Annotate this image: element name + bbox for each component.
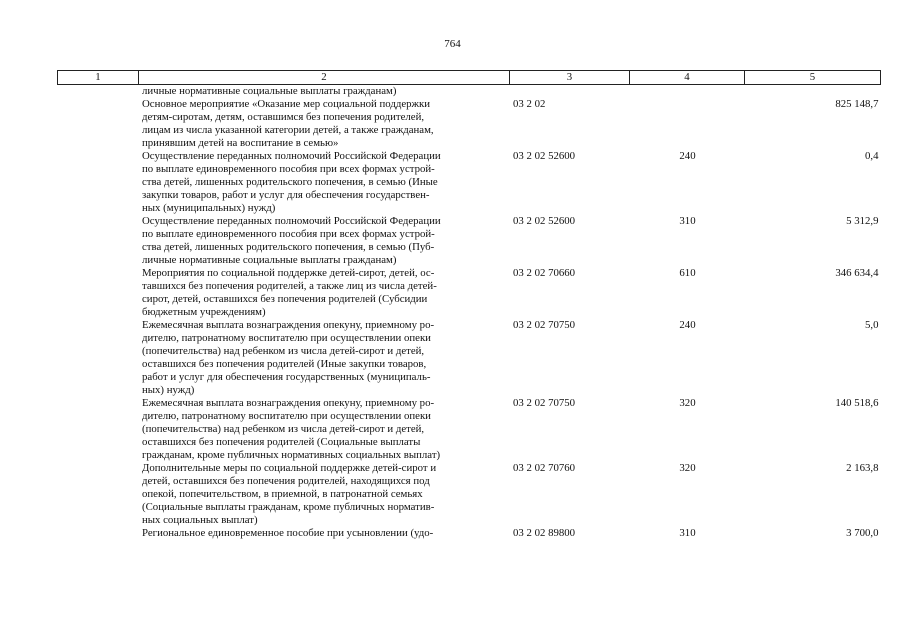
row-description: [139, 462, 510, 527]
description-line: дителю, патронатному воспитателю при осуществлении опеки: [142, 410, 431, 422]
description-line: Дополнительные меры по социальной поддержке детей-сирот и: [142, 462, 437, 474]
description-line: Основное мероприятие «Оказание мер социальной поддержки: [142, 98, 431, 110]
row-code: 03 2 02 70750: [513, 319, 576, 331]
row-code: 03 2 02 70750: [513, 397, 576, 409]
row-code: 03 2 02 52600: [513, 215, 576, 227]
row-expense-type: 320: [679, 397, 696, 409]
description-line: детей, оставшихся без попечения родителей, находящихся под: [142, 475, 430, 487]
row-expense-type: 240: [679, 319, 696, 331]
description-line: Осуществление переданных полномочий Российской Федерации: [142, 150, 441, 162]
header-row: [58, 71, 881, 85]
header-col-5: 5: [745, 71, 881, 85]
row-description: [139, 215, 510, 267]
description-line: оставшихся без попечения родителей (Иные закупки товаров,: [142, 358, 427, 370]
description-line: по выплате единовременного пособия при всех формах устрой-: [142, 163, 435, 175]
description-line: закупки товаров, работ и услуг для обеспечения государствен-: [142, 189, 430, 201]
description-line: (попечительства) над ребенком из числа детей-сирот и детей,: [142, 423, 425, 435]
description-line: оставшихся без попечения родителей (Социальные выплаты: [142, 436, 421, 448]
row-code: 03 2 02 52600: [513, 150, 576, 162]
row-code: 03 2 02 89800: [513, 527, 576, 539]
description-line: дителю, патронатному воспитателю при осуществлении опеки: [142, 332, 431, 344]
description-line: работ и услуг для обеспечения государственных (муниципаль-: [142, 371, 431, 383]
row-description: [139, 397, 510, 462]
row-expense-type: 240: [679, 150, 696, 162]
row-code: 03 2 02: [513, 98, 546, 110]
row-code: 03 2 02 70660: [513, 267, 576, 279]
row-description: [139, 319, 510, 397]
table-row: [58, 462, 881, 527]
row-amount: 5 312,9: [846, 215, 879, 227]
description-line: ства детей, лишенных родительского попечения, в семью (Пуб-: [142, 241, 435, 253]
description-line: сирот, детей, оставшихся без попечения родителей (Субсидии: [142, 293, 428, 305]
description-line: лицам из числа указанной категории детей, а также гражданам,: [142, 124, 434, 136]
description-line: ных) нужд): [142, 384, 195, 396]
row-code: [510, 85, 630, 99]
row-amount: [745, 85, 881, 99]
row-number-cell: [58, 527, 139, 540]
description-line: по выплате единовременного пособия при всех формах устрой-: [142, 228, 435, 240]
row-description: [139, 85, 510, 99]
row-number-cell: [58, 85, 139, 99]
description-line: ных (муниципальных) нужд): [142, 202, 276, 214]
description-line: ных социальных выплат): [142, 514, 258, 526]
row-amount: 140 518,6: [835, 397, 879, 409]
description-line: гражданам, кроме публичных нормативных социальных выплат): [142, 449, 441, 461]
row-number-cell: [58, 98, 139, 150]
description-line: опекой, попечительством, в приемной, в патронатной семьях: [142, 488, 423, 500]
row-number-cell: [58, 150, 139, 215]
row-expense-type: 610: [679, 267, 696, 279]
row-amount: 346 634,4: [835, 267, 879, 279]
table-body: [58, 85, 881, 541]
row-number-cell: [58, 215, 139, 267]
header-col-2: 2: [139, 71, 510, 85]
description-line: (попечительства) над ребенком из числа детей-сирот и детей,: [142, 345, 425, 357]
header-col-4: 4: [630, 71, 745, 85]
row-expense-type: 320: [679, 462, 696, 474]
table-row: [58, 267, 881, 319]
table-row: [58, 319, 881, 397]
row-code: 03 2 02 70760: [513, 462, 576, 474]
description-line: Осуществление переданных полномочий Российской Федерации: [142, 215, 441, 227]
description-line: принявшим детей на воспитание в семью»: [142, 137, 339, 149]
table-row: [58, 150, 881, 215]
description-line: Мероприятия по социальной поддержке детей-сирот, детей, ос-: [142, 267, 435, 279]
row-description: [139, 150, 510, 215]
description-line: ства детей, лишенных родительского попечения, в семью (Иные: [142, 176, 438, 188]
row-amount: 2 163,8: [846, 462, 879, 474]
header-col-1: 1: [58, 71, 139, 85]
row-expense-type: 310: [679, 527, 696, 539]
description-line: личные нормативные социальные выплаты гражданам): [142, 254, 397, 266]
table-row: [58, 527, 881, 540]
row-description: [139, 527, 510, 540]
row-number-cell: [58, 319, 139, 397]
budget-table: [57, 70, 881, 540]
header-col-3: 3: [510, 71, 630, 85]
table-row: [58, 98, 881, 150]
description-line: Региональное единовременное пособие при усыновлении (удо-: [142, 527, 434, 539]
row-description: [139, 267, 510, 319]
row-amount: 0,4: [865, 150, 879, 162]
row-description: [139, 98, 510, 150]
description-line: Ежемесячная выплата вознаграждения опекуну, приемному ро-: [142, 319, 435, 331]
row-number-cell: [58, 462, 139, 527]
description-line: тавшихся без попечения родителей, а также лиц из числа детей-: [142, 280, 437, 292]
table-row: [58, 85, 881, 99]
row-number-cell: [58, 267, 139, 319]
row-number-cell: [58, 397, 139, 462]
description-line: Ежемесячная выплата вознаграждения опекуну, приемному ро-: [142, 397, 435, 409]
description-line: бюджетным учреждениям): [142, 306, 266, 318]
row-expense-type: [630, 85, 745, 99]
row-expense-type: [630, 98, 745, 150]
row-amount: 825 148,7: [835, 98, 879, 110]
description-line: (Социальные выплаты гражданам, кроме публичных норматив-: [142, 501, 435, 513]
table-header: [58, 71, 881, 85]
table-row: [58, 215, 881, 267]
page-number: 764: [444, 38, 461, 50]
row-amount: 5,0: [865, 319, 879, 331]
table-row: [58, 397, 881, 462]
row-amount: 3 700,0: [846, 527, 879, 539]
description-line: личные нормативные социальные выплаты гражданам): [142, 85, 397, 97]
description-line: детям-сиротам, детям, оставшимся без попечения родителей,: [142, 111, 425, 123]
row-expense-type: 310: [679, 215, 696, 227]
